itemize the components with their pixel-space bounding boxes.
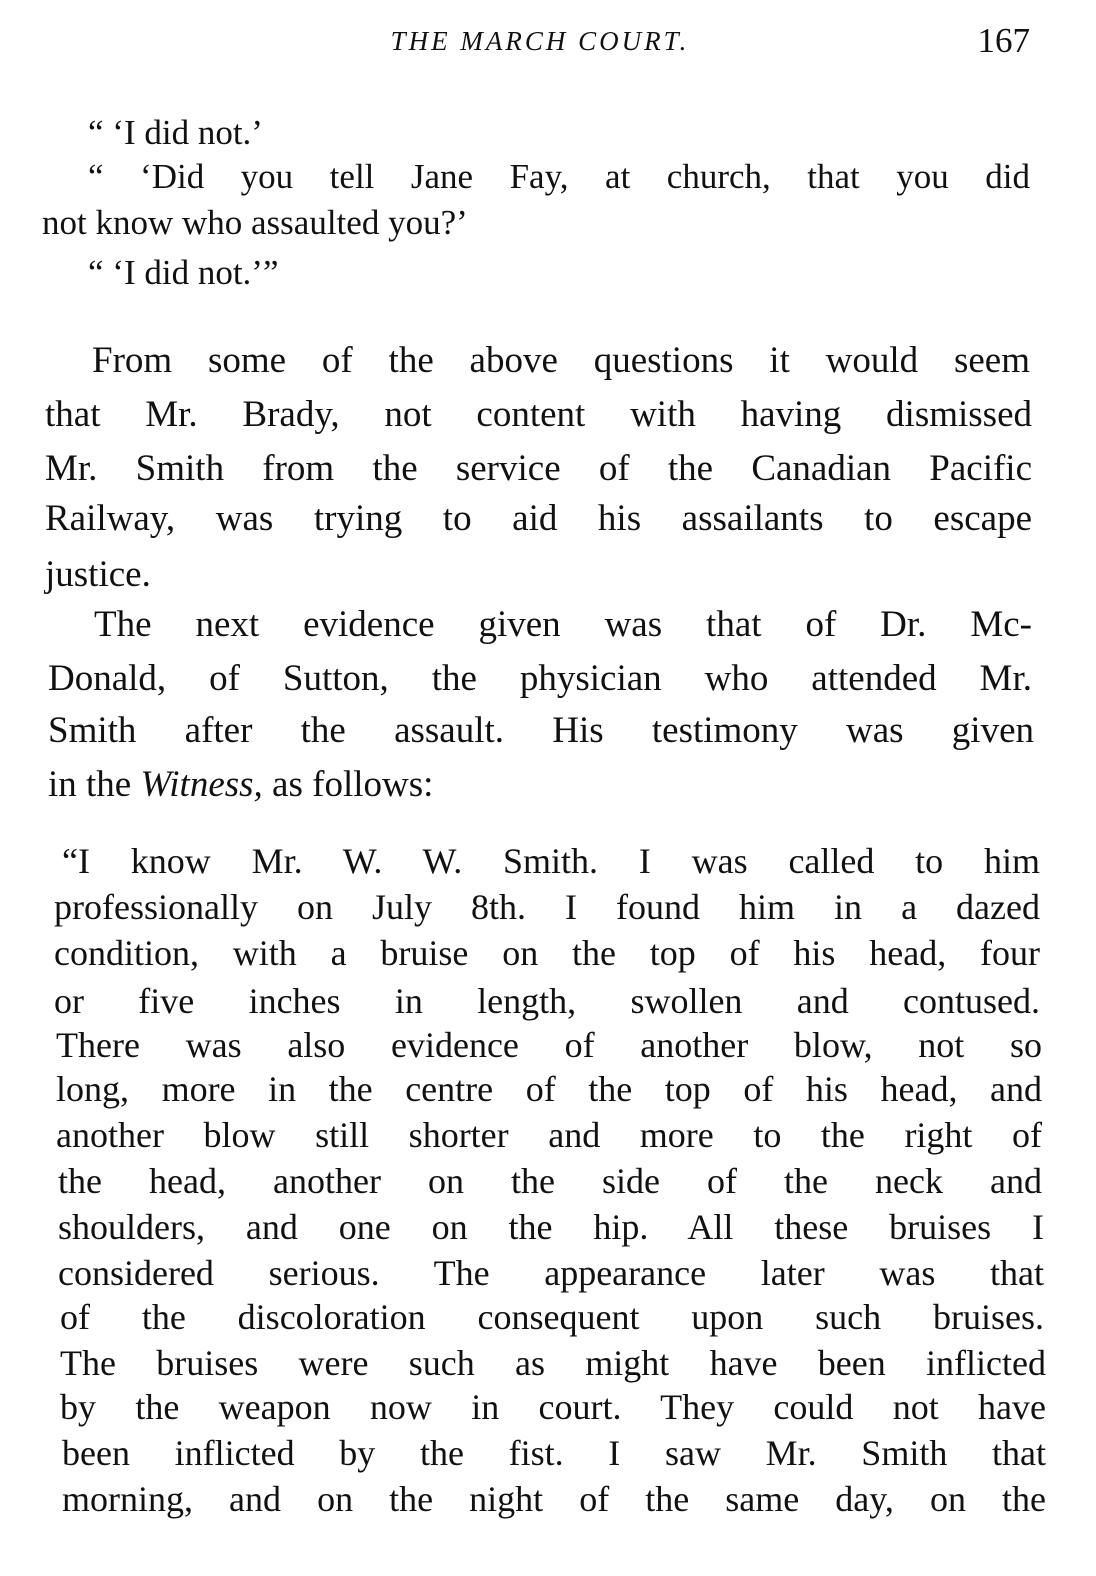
testimony-line: shoulders, and one on the hip. All these bruises I [58,1207,1044,1247]
testimony-line: the head, another on the side of the neck and [58,1161,1042,1201]
testimony-line: another blow still shorter and more to the right of [56,1115,1042,1155]
testimony-line: been inflicted by the fist. I saw Mr. Smith that [62,1433,1046,1473]
testimony-line: or five inches in length, swollen and contused. [54,981,1040,1021]
paragraph-line: that Mr. Brady, not content with having dismissed [45,394,1032,435]
testimony-line: There was also evidence of another blow, not so [56,1025,1042,1065]
testimony-line: morning, and on the night of the same day, on the [62,1479,1046,1519]
paragraph-line [48,762,433,808]
testimony-line: The bruises were such as might have been inflicted [60,1343,1046,1383]
paragraph-line: Donald, of Sutton, the physician who attended Mr. [48,658,1032,699]
chapter-title: THE MARCH COURT. [390,26,690,56]
testimony-line: of the discoloration consequent upon such bruises. [60,1297,1044,1337]
quote-line: “ ‘I did not.’ [88,113,263,152]
paragraph-line: From some of the above questions it would seem [92,340,1030,381]
testimony-line: “I know Mr. W. W. Smith. I was called to him [62,841,1040,881]
paragraph-line: Railway, was trying to aid his assailants to escape [45,498,1032,539]
paragraph-line: Smith after the assault. His testimony was given [48,710,1034,751]
quote-line: “ ‘I did not.’” [88,253,279,292]
running-head [40,18,1040,64]
testimony-line: by the weapon now in court. They could not have [60,1387,1046,1427]
quote-line: “ ‘Did you tell Jane Fay, at church, that you did [88,157,1030,196]
testimony-line: condition, with a bruise on the top of his head, four [54,933,1040,973]
publication-title: Witness, [140,764,263,805]
testimony-line: long, more in the centre of the top of his head, and [56,1069,1042,1109]
testimony-line: professionally on July 8th. I found him in a dazed [54,887,1040,927]
page-number: 167 [977,21,1030,60]
text-fragment: in the [48,764,132,805]
text-fragment: as follows: [272,764,434,805]
quote-line: not know who assaulted you?’ [42,203,468,242]
paragraph-line: The next evidence given was that of Dr. Mc- [94,604,1032,645]
paragraph-line: justice. [45,554,151,595]
paragraph-line: Mr. Smith from the service of the Canadian Pacific [45,448,1032,489]
testimony-line: considered serious. The appearance later was that [58,1253,1044,1293]
